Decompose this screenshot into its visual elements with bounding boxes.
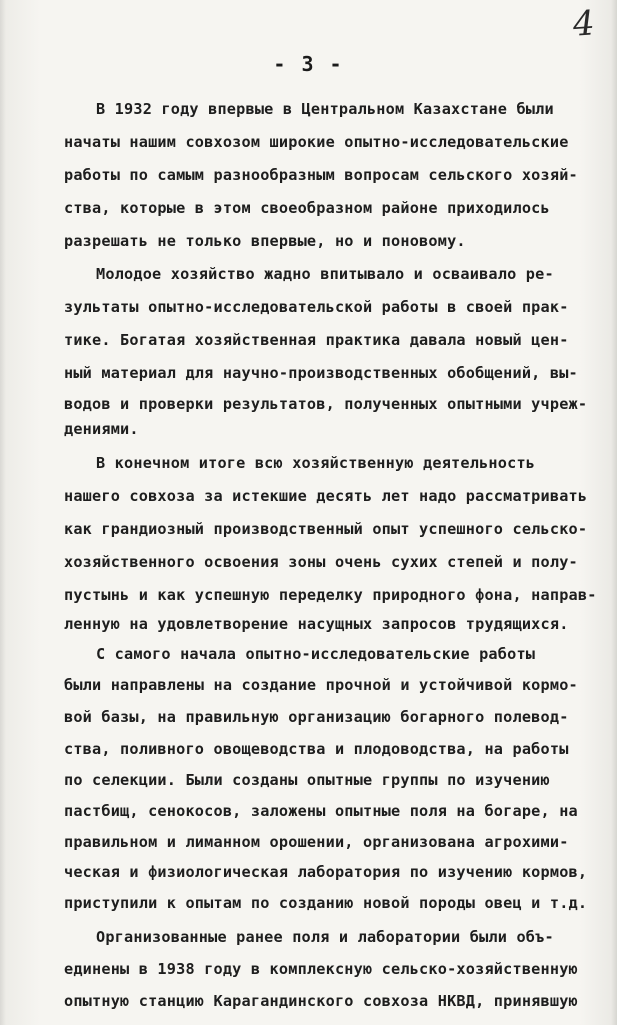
text-line: дениями. xyxy=(64,420,139,438)
text-line: ный материал для научно-производственных обобщений, вы- xyxy=(64,364,578,382)
text-line: вой базы, на правильную организацию богарного полевод- xyxy=(64,708,569,726)
page-edge-right xyxy=(611,0,617,1025)
text-line: разрешать не только впервые, но и поновому. xyxy=(64,232,466,250)
text-line: по селекции. Были созданы опытные группы по изучению xyxy=(64,771,550,789)
text-line: начаты нашим совхозом широкие опытно-исследовательские xyxy=(64,133,569,151)
text-line: правильном и лиманном орошении, организована агрохими- xyxy=(64,833,569,851)
text-line: приступили к опытам по созданию новой породы овец и т.д. xyxy=(64,894,588,912)
text-line: пастбищ, сенокосов, заложены опытные поля на богаре, на xyxy=(64,802,578,820)
text-line: тике. Богатая хозяйственная практика давала новый цен- xyxy=(64,331,569,349)
page-edge-left xyxy=(0,0,6,1025)
text-line: единены в 1938 году в комплексную сельско-хозяйственную xyxy=(64,960,578,978)
text-line: В 1932 году впервые в Центральном Казахстане были xyxy=(96,100,554,118)
text-line: ческая и физиологическая лаборатория по изучению кормов, xyxy=(64,863,588,881)
text-line: Молодое хозяйство жадно впитывало и осваивало ре- xyxy=(96,265,554,283)
text-line: ства, которые в этом своеобразном районе приходилось xyxy=(64,199,550,217)
text-line: водов и проверки результатов, полученных опытными учреж- xyxy=(64,395,588,413)
page-number: - 3 - xyxy=(273,52,344,76)
text-line: ства, поливного овощеводства и плодоводства, на работы xyxy=(64,740,569,758)
text-line: ленную на удовлетворение насущных запросов трудящихся. xyxy=(64,615,569,633)
text-line: Организованные ранее поля и лаборатории были объ- xyxy=(96,928,554,946)
text-line: пустынь и как успешную переделку природного фона, направ- xyxy=(64,586,597,604)
text-line: как грандиозный производственный опыт успешного сельско- xyxy=(64,520,588,538)
text-line: работы по самым разнообразным вопросам сельского хозяй- xyxy=(64,166,578,184)
text-line: опытную станцию Карагандинского совхоза НКВД, принявшую xyxy=(64,992,578,1010)
text-line: С самого начала опытно-исследовательские работы xyxy=(96,645,536,663)
text-line: зультаты опытно-исследовательской работы в своей прак- xyxy=(64,298,569,316)
text-line: нашего совхоза за истекшие десять лет надо рассматривать xyxy=(64,487,588,505)
text-line: хозяйственного освоения зоны очень сухих степей и полу- xyxy=(64,553,578,571)
handwritten-folio-number: 4 xyxy=(571,3,597,45)
text-line: были направлены на создание прочной и устойчивой кормо- xyxy=(64,676,578,694)
text-line: В конечном итоге всю хозяйственную деятельность xyxy=(96,454,536,472)
